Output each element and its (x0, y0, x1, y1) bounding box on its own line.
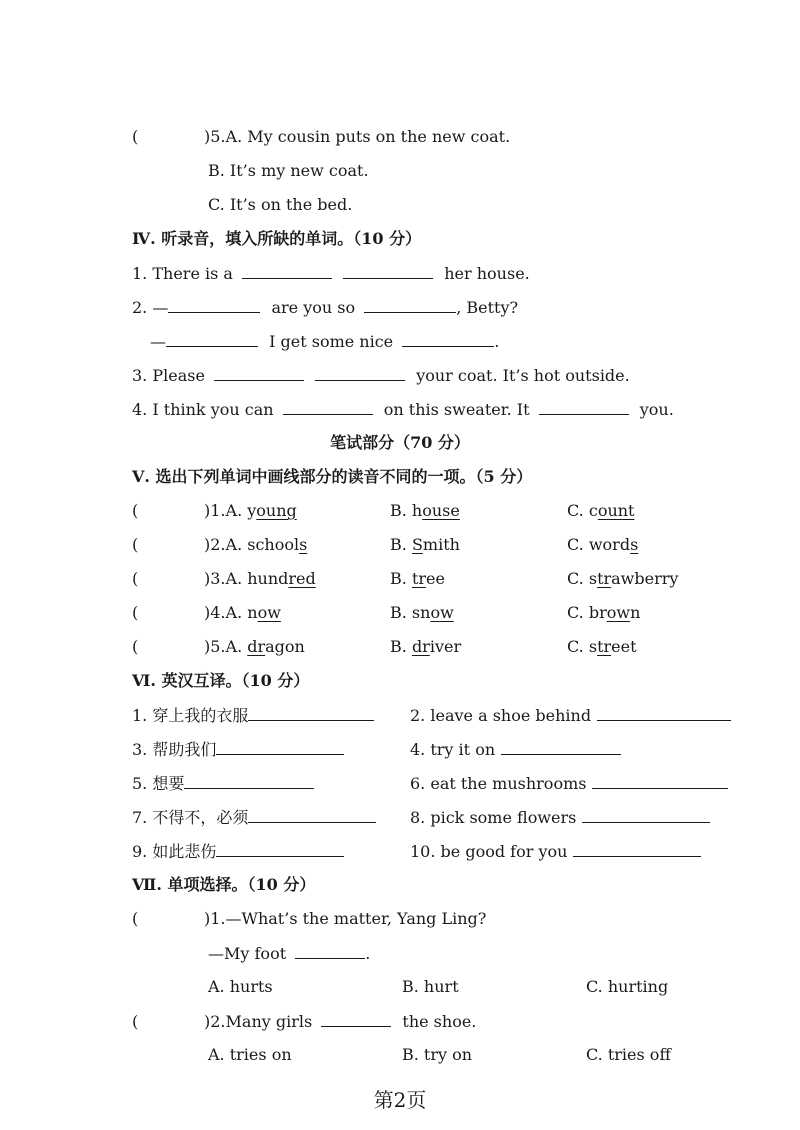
underlined-part: dr (247, 637, 266, 656)
underlined-part: s (630, 535, 639, 554)
answer-bracket[interactable]: ( (132, 909, 139, 928)
written-part-header: 笔试部分（70 分） (330, 433, 470, 452)
question-with-option-a: ( )4.A. now (132, 603, 281, 622)
section-6-title: Ⅵ. 英汉互译。（10 分） (132, 671, 310, 690)
answer-bracket[interactable]: ( (132, 501, 139, 520)
option-a: A. My cousin puts on the new coat. (225, 127, 511, 146)
underlined-part: ount (597, 501, 635, 520)
option-c: C. count (567, 501, 635, 520)
question-with-option-a: ( )3.A. hundred (132, 569, 316, 588)
translation-item: 4. try it on (410, 738, 621, 761)
option-b: B. tree (390, 569, 445, 588)
translation-item: 7. 不得不，必须 (132, 806, 376, 829)
sec7-q1-option-b: B. hurt (402, 977, 459, 996)
fill-blank[interactable] (242, 262, 332, 279)
sec7-q2-option-a: A. tries on (208, 1045, 292, 1064)
translation-item: 10. be good for you (410, 840, 701, 863)
fill-blank[interactable] (402, 330, 494, 347)
question-with-option-a: ( )1.A. young (132, 501, 297, 520)
answer-bracket[interactable]: ( (132, 1012, 139, 1031)
question-line (132, 126, 510, 148)
option-b: B. house (390, 501, 460, 520)
sec4-line-3: — I get some nice . (150, 332, 500, 351)
fill-blank[interactable] (343, 262, 433, 279)
fill-blank[interactable] (166, 330, 258, 347)
answer-line[interactable] (501, 738, 621, 755)
question-number: )5. (204, 127, 226, 146)
underlined-part: ow (606, 603, 631, 622)
option-c: C. words (567, 535, 639, 554)
underlined-part: s (299, 535, 308, 554)
answer-line[interactable] (216, 738, 344, 755)
option-c: C. brown (567, 603, 641, 622)
sec7-q2: ( )2.Many girls the shoe. (132, 1012, 477, 1031)
fill-blank[interactable] (295, 942, 365, 959)
underlined-part: tr (597, 569, 612, 588)
sec4-line-1: 1. There is a her house. (132, 264, 530, 283)
option-c: C. street (567, 637, 637, 656)
fill-blank[interactable] (321, 1010, 391, 1027)
answer-line[interactable] (582, 806, 710, 823)
underlined-part: tr (597, 637, 612, 656)
translation-item: 1. 穿上我的衣服 (132, 704, 374, 727)
answer-line[interactable] (597, 704, 731, 721)
answer-line[interactable] (248, 704, 374, 721)
page-number: 第2页 (373, 1088, 427, 1112)
fill-blank[interactable] (315, 364, 405, 381)
sec4-line-5: 4. I think you can on this sweater. It you. (132, 400, 674, 419)
sec7-q2-option-b: B. try on (402, 1045, 473, 1064)
option-b: B. Smith (390, 535, 460, 554)
fill-blank[interactable] (214, 364, 304, 381)
underlined-part: red (288, 569, 316, 588)
section-7-title: Ⅶ. 单项选择。（10 分） (132, 875, 316, 894)
underlined-part: ouse (422, 501, 460, 520)
option-b: B. snow (390, 603, 454, 622)
answer-bracket[interactable]: ( (132, 535, 139, 554)
option-b: B. It’s my new coat. (208, 161, 369, 180)
sec4-line-4: 3. Please your coat. It’s hot outside. (132, 366, 630, 385)
fill-blank[interactable] (539, 398, 629, 415)
question-with-option-a: ( )5.A. dragon (132, 637, 305, 656)
answer-line[interactable] (592, 772, 728, 789)
translation-item: 9. 如此悲伤 (132, 840, 344, 863)
option-c: C. It’s on the bed. (208, 195, 353, 214)
underlined-part: tr (411, 569, 427, 588)
fill-blank[interactable] (283, 398, 373, 415)
translation-item: 3. 帮助我们 (132, 738, 344, 761)
translation-item: 8. pick some flowers (410, 806, 710, 829)
section-5-title: Ⅴ. 选出下列单词中画线部分的读音不同的一项。（5 分） (132, 467, 533, 486)
translation-item: 6. eat the mushrooms (410, 772, 728, 795)
sec7-q1-option-c: C. hurting (586, 977, 669, 996)
question-with-option-a: ( )2.A. schools (132, 535, 308, 554)
underlined-part: S (411, 535, 423, 554)
answer-bracket[interactable]: ( (132, 603, 139, 622)
sec7-q1: ( )1.—What’s the matter, Yang Ling? (132, 909, 487, 928)
section-4-title: Ⅳ. 听录音，填入所缺的单词。（10 分） (132, 229, 422, 248)
answer-bracket[interactable]: ( (132, 637, 139, 656)
sec7-q1-line2: —My foot . (208, 944, 371, 963)
answer-line[interactable] (573, 840, 701, 857)
fill-blank[interactable] (168, 296, 260, 313)
translation-item: 5. 想要 (132, 772, 314, 795)
answer-bracket[interactable]: ( (132, 569, 139, 588)
sec4-line-2: 2. — are you so , Betty? (132, 298, 519, 317)
fill-blank[interactable] (364, 296, 456, 313)
answer-bracket[interactable]: ( (132, 127, 139, 146)
underlined-part: ow (257, 603, 281, 622)
option-c: C. strawberry (567, 569, 679, 588)
answer-line[interactable] (184, 772, 314, 789)
underlined-part: ow (430, 603, 454, 622)
answer-line[interactable] (216, 840, 344, 857)
answer-line[interactable] (248, 806, 376, 823)
underlined-part: oung (256, 501, 297, 520)
option-b: B. driver (390, 637, 462, 656)
underlined-part: dr (411, 637, 430, 656)
sec7-q1-option-a: A. hurts (208, 977, 273, 996)
sec7-q2-option-c: C. tries off (586, 1045, 671, 1064)
translation-item: 2. leave a shoe behind (410, 704, 731, 727)
